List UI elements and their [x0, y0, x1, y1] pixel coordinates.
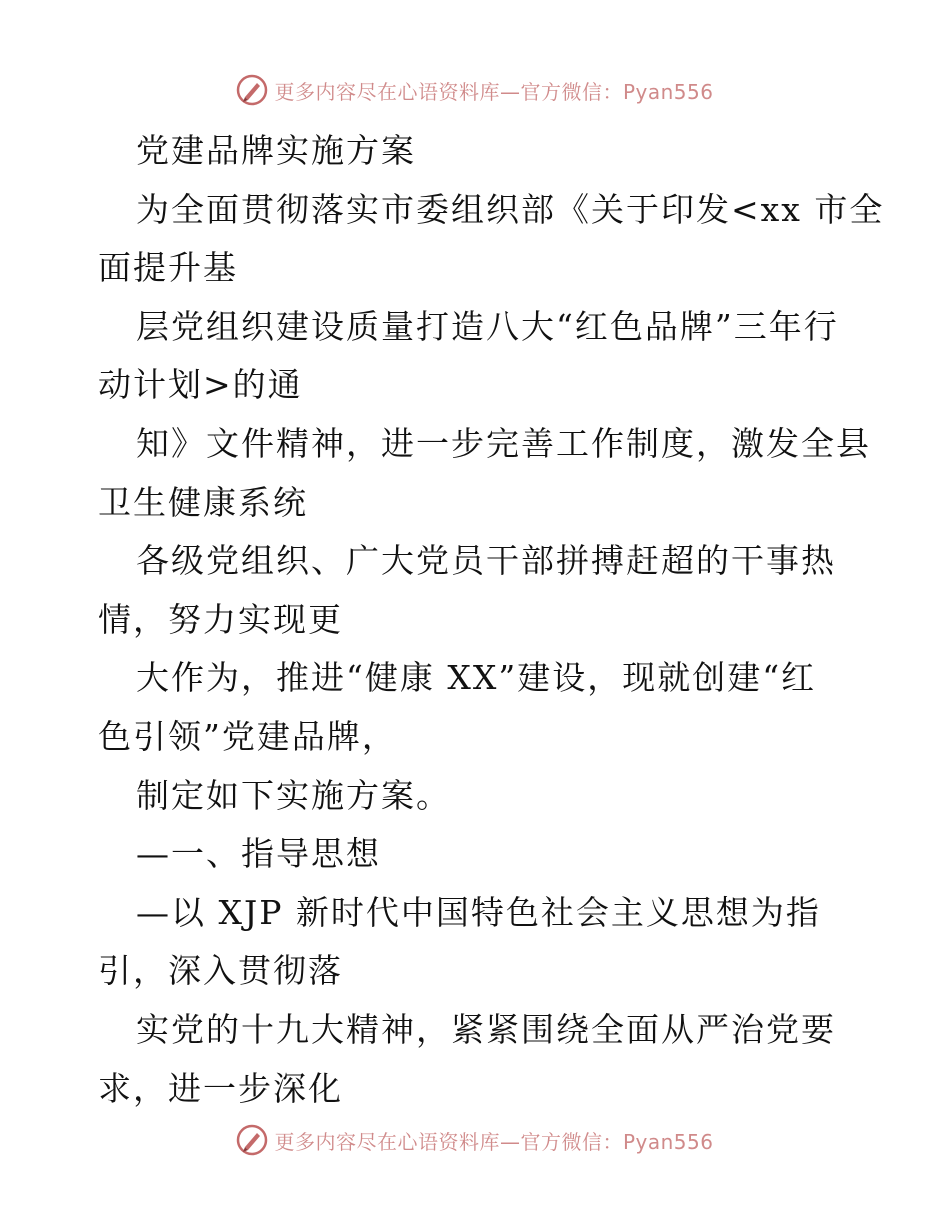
- footer-watermark: [0, 1120, 950, 1160]
- paragraph-line: 动计划>的通: [98, 365, 303, 405]
- document-body: [98, 122, 885, 1118]
- paragraph-line: 大作为，推进“健康 XX”建设，现就创建“红: [136, 658, 817, 698]
- header-watermark: [0, 70, 950, 110]
- paragraph-line: 层党组织建设质量打造八大“红色品牌”三年行: [136, 306, 839, 346]
- paragraph-line: —以 XJP 新时代中国特色社会主义思想为指: [136, 892, 821, 932]
- paragraph-line: 求，进一步深化: [98, 1068, 343, 1108]
- pen-logo-icon: [236, 74, 268, 106]
- paragraph-line: 制定如下实施方案。: [136, 775, 451, 815]
- paragraph-line: 为全面贯彻落实市委组织部《关于印发<xx 市全: [136, 189, 885, 229]
- paragraph-line: 情，努力实现更: [98, 599, 343, 639]
- paragraph-line: 面提升基: [98, 248, 238, 288]
- paragraph-line: 实党的十九大精神，紧紧围绕全面从严治党要: [136, 1009, 836, 1049]
- paragraph-line: 引，深入贯彻落: [98, 951, 343, 991]
- watermark-text: 更多内容尽在心语资料库—官方微信：Pyan556: [274, 79, 714, 104]
- paragraph-line: 卫生健康系统: [98, 482, 308, 522]
- section-heading: —一、指导思想: [136, 834, 381, 874]
- paragraph-line: 色引领”党建品牌，: [98, 716, 397, 756]
- pen-logo-icon: [236, 1124, 268, 1156]
- paragraph-line: 知》文件精神，进一步完善工作制度，激发全县: [136, 423, 871, 463]
- paragraph-line: 各级党组织、广大党员干部拼搏赶超的干事热: [136, 541, 836, 581]
- watermark-text: 更多内容尽在心语资料库—官方微信：Pyan556: [274, 1129, 714, 1154]
- document-title: 党建品牌实施方案: [136, 131, 416, 170]
